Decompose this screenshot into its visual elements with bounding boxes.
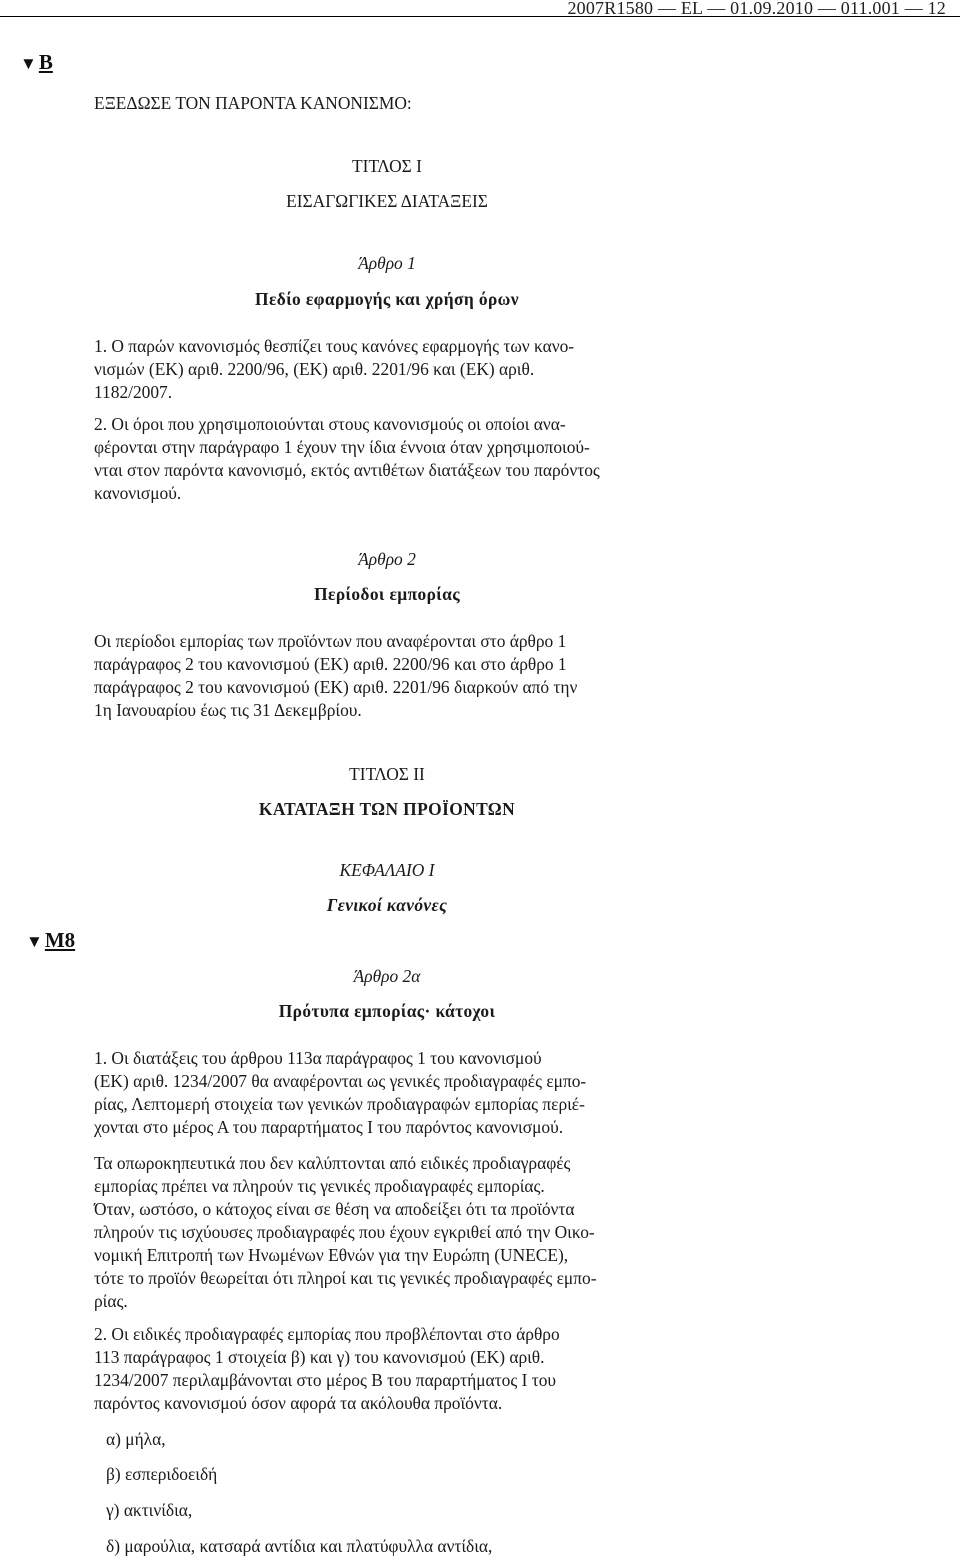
amendment-marker-b	[20, 50, 53, 75]
triangle-down-icon: ▼	[20, 54, 37, 73]
title-name: ΕΙΣΑΓΩΓΙΚΕΣ ΔΙΑΤΑΞΕΙΣ	[286, 191, 488, 211]
article-label: Άρθρο 2	[358, 549, 416, 569]
text-line: φέρονται στην παράγραφο 1 έχουν την ίδια έννοια όταν χρησιμοποιού-	[94, 437, 590, 457]
title-name: ΚΑΤΑΤΑΞΗ ΤΩΝ ΠΡΟΪΟΝΤΩΝ	[258, 799, 516, 819]
text-line: εμπορίας πρέπει να πληρούν τις γενικές προδιαγραφές εμπορίας.	[94, 1176, 545, 1196]
article2a-paragraph2	[94, 1152, 680, 1313]
article-label: Άρθρο 2α	[353, 966, 421, 986]
text-line: ρίας, Λεπτομερή στοιχεία των γενικών προδιαγραφών εμπορίας περιέ-	[94, 1094, 585, 1114]
text-line: κανονισμού.	[94, 483, 182, 503]
article2a-paragraph1	[94, 1047, 680, 1139]
text-line: χονται στο μέρος Α του παραρτήματος Ι του παρόντος κανονισμού.	[94, 1117, 564, 1137]
title-label: ΤΙΤΛΟΣ II	[349, 764, 425, 784]
text-line: 1234/2007 περιλαμβάνονται στο μέρος Β του παραρτήματος Ι του	[94, 1370, 557, 1390]
triangle-down-icon: ▼	[26, 932, 43, 951]
article-title: Περίοδοι εμπορίας	[314, 584, 460, 604]
text-line: (ΕΚ) αριθ. 1234/2007 θα αναφέρονται ως γενικές προδιαγραφές εμπο-	[94, 1071, 587, 1091]
article-title: Πεδίο εφαρμογής και χρήση όρων	[255, 289, 519, 309]
text-line: ρίας.	[94, 1291, 128, 1311]
text-line: 2. Οι ειδικές προδιαγραφές εμπορίας που προβλέπονται στο άρθρο	[94, 1324, 560, 1344]
article1-paragraph1	[94, 335, 680, 404]
list-item: γ) ακτινίδια,	[106, 1500, 193, 1520]
text-line: παράγραφος 2 του κανονισμού (ΕΚ) αριθ. 2201/96 διαρκούν από την	[94, 677, 578, 697]
marker-label: B	[38, 50, 53, 74]
text-line: 1. Ο παρών κανονισμός θεσπίζει τους κανόνες εφαρμογής των κανο-	[94, 336, 575, 356]
text-line: 2. Οι όροι που χρησιμοποιούνται στους κανονισμούς οι οποίοι ανα-	[94, 414, 566, 434]
page-header	[0, 0, 960, 17]
list-item: δ) μαρούλια, κατσαρά αντίδια και πλατύφυλλα αντίδια,	[106, 1536, 493, 1556]
title-label: ΤΙΤΛΟΣ Ι	[352, 156, 422, 176]
article2-paragraph	[94, 630, 680, 722]
chapter-label: ΚΕΦΑΛΑΙΟ Ι	[339, 860, 435, 880]
text-line: νται στον παρόντα κανονισμό, εκτός αντιθέτων διατάξεων του παρόντος	[94, 460, 600, 480]
article2a-paragraph3	[94, 1323, 680, 1415]
text-line: Όταν, ωστόσο, ο κάτοχος είναι σε θέση να αποδείξει ότι τα προϊόντα	[94, 1199, 575, 1219]
text-line: Οι περίοδοι εμπορίας των προϊόντων που αναφέρονται στο άρθρο 1	[94, 631, 567, 651]
text-line: νισμών (ΕΚ) αριθ. 2200/96, (ΕΚ) αριθ. 2201/96 και (ΕΚ) αριθ.	[94, 359, 535, 379]
text-line: 1η Ιανουαρίου έως τις 31 Δεκεμβρίου.	[94, 700, 362, 720]
text-line: νομική Επιτροπή των Ηνωμένων Εθνών για την Ευρώπη (UNECE),	[94, 1245, 569, 1265]
header-reference: 2007R1580 — EL — 01.09.2010 — 011.001 — 12	[567, 0, 946, 18]
list-item: β) εσπεριδοειδή	[106, 1464, 218, 1484]
article-label: Άρθρο 1	[358, 253, 416, 273]
chapter-name: Γενικοί κανόνες	[326, 895, 448, 915]
text-line: Τα οπωροκηπευτικά που δεν καλύπτονται από ειδικές προδιαγραφές	[94, 1153, 571, 1173]
marker-label: M8	[44, 928, 76, 952]
enacting-formula: ΕΞΕΔΩΣΕ ΤΟΝ ΠΑΡΟΝΤΑ ΚΑΝΟΝΙΣΜΟ:	[94, 93, 412, 113]
text-line: 1. Οι διατάξεις του άρθρου 113α παράγραφος 1 του κανονισμού	[94, 1048, 542, 1068]
text-line: 1182/2007.	[94, 382, 173, 402]
text-line: τότε το προϊόν θεωρείται ότι πληροί και τις γενικές προδιαγραφές εμπο-	[94, 1268, 597, 1288]
article-title: Πρότυπα εμπορίας· κάτοχοι	[278, 1001, 496, 1021]
article1-paragraph2	[94, 413, 680, 505]
text-line: 113 παράγραφος 1 στοιχεία β) και γ) του κανονισμού (ΕΚ) αριθ.	[94, 1347, 545, 1367]
text-line: παράγραφος 2 του κανονισμού (ΕΚ) αριθ. 2200/96 και στο άρθρο 1	[94, 654, 567, 674]
amendment-marker-m8	[26, 928, 75, 953]
text-line: πληρούν τις ισχύουσες προδιαγραφές που έχουν εγκριθεί από την Οικο-	[94, 1222, 595, 1242]
text-line: παρόντος κανονισμού όσον αφορά τα ακόλουθα προϊόντα.	[94, 1393, 503, 1413]
list-item: α) μήλα,	[106, 1429, 166, 1449]
